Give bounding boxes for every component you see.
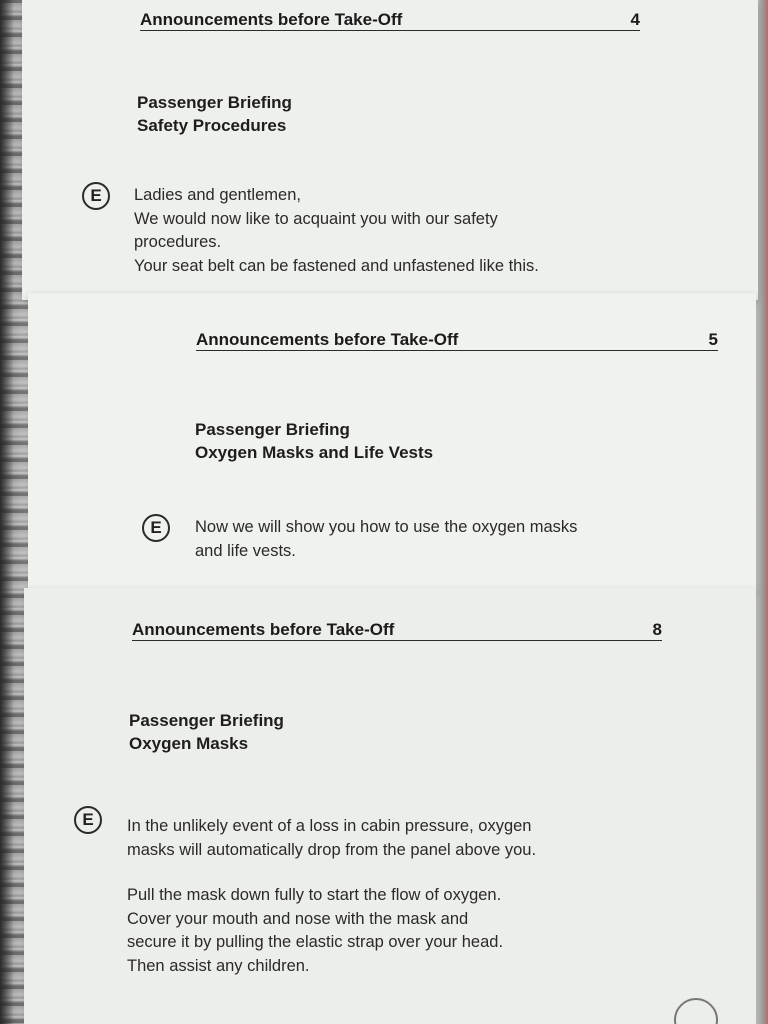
announcement-card-page-5 [28, 293, 756, 593]
briefing-subtitle [137, 91, 292, 137]
paragraph-gap [127, 862, 536, 884]
english-language-icon: E [82, 182, 110, 210]
page-number: 8 [652, 620, 662, 639]
text-line: and life vests. [195, 541, 296, 560]
announcement-text [127, 815, 536, 978]
announcement-text [134, 184, 539, 278]
text-line: Then assist any children. [127, 956, 310, 975]
subtitle-line-2: Oxygen Masks [129, 734, 249, 753]
header-title: Announcements before Take-Off [140, 10, 403, 29]
header-title: Announcements before Take-Off [132, 620, 395, 639]
card-header [132, 620, 662, 641]
announcement-card-page-8 [24, 588, 756, 1024]
subtitle-line-2: Oxygen Masks and Life Vests [195, 443, 434, 462]
page-number: 5 [708, 330, 718, 349]
binding-shadow [0, 0, 14, 1024]
page-corner-curl [674, 998, 718, 1024]
text-line: Pull the mask down fully to start the flow of oxygen. [127, 886, 502, 904]
briefing-subtitle [129, 709, 284, 755]
briefing-subtitle [195, 418, 433, 464]
card-header [140, 10, 640, 31]
text-line: secure it by pulling the elastic strap over your head. [127, 933, 504, 951]
header-title: Announcements before Take-Off [196, 330, 459, 349]
text-line: procedures. [134, 233, 222, 251]
text-line: Now we will show you how to use the oxygen masks [195, 518, 578, 536]
text-line: Cover your mouth and nose with the mask and [127, 909, 469, 928]
text-line: We would now like to acquaint you with our safety [134, 209, 498, 228]
page-number: 4 [630, 10, 640, 29]
text-line: In the unlikely event of a loss in cabin pressure, oxygen [127, 817, 532, 835]
text-line: Ladies and gentlemen, [134, 186, 301, 204]
subtitle-line-1: Passenger Briefing [129, 711, 284, 730]
subtitle-line-1: Passenger Briefing [195, 420, 350, 439]
announcement-text [195, 516, 577, 563]
subtitle-line-1: Passenger Briefing [137, 93, 292, 112]
english-language-icon: E [142, 514, 170, 542]
subtitle-line-2: Safety Procedures [137, 116, 287, 135]
announcement-card-page-4 [22, 0, 758, 300]
text-line: Your seat belt can be fastened and unfastened like this. [134, 256, 539, 275]
text-line: masks will automatically drop from the panel above you. [127, 840, 537, 859]
english-language-icon: E [74, 806, 102, 834]
card-header [196, 330, 718, 351]
